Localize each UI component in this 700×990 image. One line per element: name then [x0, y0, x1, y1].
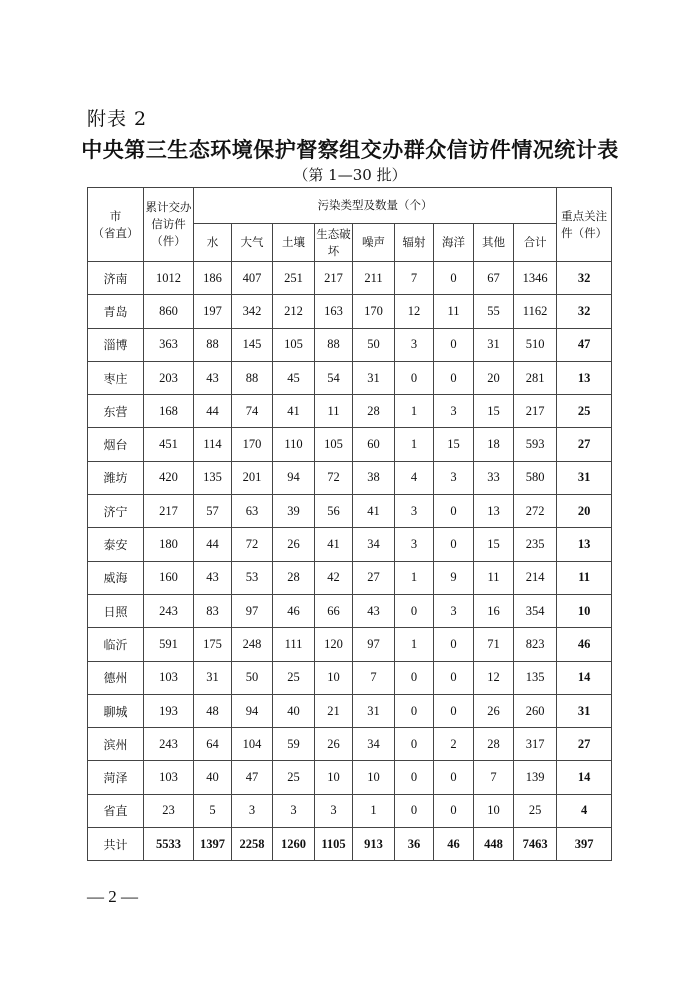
- value-cell: 88: [315, 328, 353, 361]
- value-cell: 15: [474, 395, 514, 428]
- city-cell: 潍坊: [88, 461, 144, 494]
- cumulative-cell: 363: [144, 328, 194, 361]
- value-cell: 211: [353, 262, 395, 295]
- header-pollution-type: 水: [194, 224, 232, 262]
- table-row: [88, 295, 612, 328]
- value-cell: 44: [194, 395, 232, 428]
- header-pollution-type: 其他: [474, 224, 514, 262]
- key-focus-cell: 10: [557, 594, 612, 627]
- value-cell: 12: [395, 295, 434, 328]
- value-cell: 105: [273, 328, 315, 361]
- cumulative-cell: 420: [144, 461, 194, 494]
- value-cell: 3: [232, 794, 273, 827]
- value-cell: 0: [434, 794, 474, 827]
- value-cell: 145: [232, 328, 273, 361]
- value-cell: 97: [232, 594, 273, 627]
- value-cell: 120: [315, 628, 353, 661]
- value-cell: 20: [474, 361, 514, 394]
- value-cell: 1105: [315, 828, 353, 861]
- value-cell: 46: [273, 594, 315, 627]
- value-cell: 43: [353, 594, 395, 627]
- city-cell: 烟台: [88, 428, 144, 461]
- value-cell: 170: [353, 295, 395, 328]
- key-focus-cell: 31: [557, 461, 612, 494]
- value-cell: 1: [395, 395, 434, 428]
- header-row-1: [88, 188, 612, 224]
- value-cell: 31: [353, 694, 395, 727]
- value-cell: 97: [353, 628, 395, 661]
- value-cell: 1260: [273, 828, 315, 861]
- key-focus-cell: 32: [557, 295, 612, 328]
- value-cell: 2258: [232, 828, 273, 861]
- value-cell: 4: [395, 461, 434, 494]
- cumulative-cell: 168: [144, 395, 194, 428]
- table-row: [88, 661, 612, 694]
- value-cell: 235: [514, 528, 557, 561]
- value-cell: 25: [273, 661, 315, 694]
- cumulative-cell: 243: [144, 594, 194, 627]
- value-cell: 448: [474, 828, 514, 861]
- value-cell: 31: [474, 328, 514, 361]
- value-cell: 1346: [514, 262, 557, 295]
- key-focus-cell: 25: [557, 395, 612, 428]
- value-cell: 28: [273, 561, 315, 594]
- table-row: [88, 561, 612, 594]
- value-cell: 11: [434, 295, 474, 328]
- city-cell: 日照: [88, 594, 144, 627]
- header-key-focus-label: 重点关注件（件）: [561, 208, 608, 240]
- value-cell: 0: [434, 761, 474, 794]
- value-cell: 47: [232, 761, 273, 794]
- value-cell: 913: [353, 828, 395, 861]
- value-cell: 41: [353, 495, 395, 528]
- value-cell: 50: [232, 661, 273, 694]
- value-cell: 41: [273, 395, 315, 428]
- value-cell: 175: [194, 628, 232, 661]
- city-cell: 济南: [88, 262, 144, 295]
- value-cell: 163: [315, 295, 353, 328]
- value-cell: 104: [232, 728, 273, 761]
- value-cell: 186: [194, 262, 232, 295]
- value-cell: 26: [474, 694, 514, 727]
- header-pollution-type: 辐射: [395, 224, 434, 262]
- value-cell: 170: [232, 428, 273, 461]
- value-cell: 57: [194, 495, 232, 528]
- value-cell: 83: [194, 594, 232, 627]
- value-cell: 212: [273, 295, 315, 328]
- city-cell: 共计: [88, 828, 144, 861]
- value-cell: 71: [474, 628, 514, 661]
- value-cell: 111: [273, 628, 315, 661]
- header-city-label: 市 （省直）: [92, 208, 139, 240]
- key-focus-cell: 20: [557, 495, 612, 528]
- table-row: [88, 262, 612, 295]
- value-cell: 281: [514, 361, 557, 394]
- value-cell: 3: [395, 495, 434, 528]
- value-cell: 28: [474, 728, 514, 761]
- table-row: [88, 328, 612, 361]
- value-cell: 407: [232, 262, 273, 295]
- header-pollution-type: 合计: [514, 224, 557, 262]
- cumulative-cell: 103: [144, 661, 194, 694]
- value-cell: 7: [395, 262, 434, 295]
- key-focus-cell: 11: [557, 561, 612, 594]
- value-cell: 55: [474, 295, 514, 328]
- header-pollution-type: 土壤: [273, 224, 315, 262]
- city-cell: 菏泽: [88, 761, 144, 794]
- value-cell: 3: [273, 794, 315, 827]
- city-cell: 滨州: [88, 728, 144, 761]
- value-cell: 354: [514, 594, 557, 627]
- value-cell: 580: [514, 461, 557, 494]
- value-cell: 1: [395, 561, 434, 594]
- key-focus-cell: 14: [557, 661, 612, 694]
- value-cell: 50: [353, 328, 395, 361]
- city-cell: 威海: [88, 561, 144, 594]
- header-city: [88, 188, 144, 262]
- value-cell: 9: [434, 561, 474, 594]
- table-row: [88, 495, 612, 528]
- value-cell: 3: [434, 395, 474, 428]
- value-cell: 10: [474, 794, 514, 827]
- table-row: [88, 761, 612, 794]
- city-cell: 枣庄: [88, 361, 144, 394]
- value-cell: 0: [434, 528, 474, 561]
- value-cell: 10: [315, 761, 353, 794]
- header-cumulative-label: 累计交办信访件（件）: [145, 200, 192, 248]
- value-cell: 16: [474, 594, 514, 627]
- value-cell: 2: [434, 728, 474, 761]
- cumulative-cell: 243: [144, 728, 194, 761]
- value-cell: 88: [232, 361, 273, 394]
- table-row: [88, 528, 612, 561]
- value-cell: 0: [434, 328, 474, 361]
- value-cell: 27: [353, 561, 395, 594]
- document-subtitle: （第 1—30 批）: [293, 166, 407, 184]
- value-cell: 1: [395, 628, 434, 661]
- value-cell: 28: [353, 395, 395, 428]
- key-focus-cell: 32: [557, 262, 612, 295]
- value-cell: 593: [514, 428, 557, 461]
- value-cell: 15: [434, 428, 474, 461]
- value-cell: 0: [395, 728, 434, 761]
- value-cell: 54: [315, 361, 353, 394]
- value-cell: 41: [315, 528, 353, 561]
- value-cell: 45: [273, 361, 315, 394]
- value-cell: 1162: [514, 295, 557, 328]
- city-cell: 临沂: [88, 628, 144, 661]
- value-cell: 823: [514, 628, 557, 661]
- table-body: [88, 262, 612, 861]
- value-cell: 48: [194, 694, 232, 727]
- value-cell: 0: [434, 495, 474, 528]
- value-cell: 0: [395, 594, 434, 627]
- cumulative-cell: 1012: [144, 262, 194, 295]
- cumulative-cell: 217: [144, 495, 194, 528]
- value-cell: 40: [194, 761, 232, 794]
- value-cell: 0: [395, 661, 434, 694]
- cumulative-cell: 5533: [144, 828, 194, 861]
- key-focus-cell: 27: [557, 428, 612, 461]
- value-cell: 11: [474, 561, 514, 594]
- value-cell: 39: [273, 495, 315, 528]
- value-cell: 251: [273, 262, 315, 295]
- header-cumulative: [144, 188, 194, 262]
- key-focus-cell: 13: [557, 361, 612, 394]
- value-cell: 201: [232, 461, 273, 494]
- value-cell: 53: [232, 561, 273, 594]
- value-cell: 13: [474, 495, 514, 528]
- value-cell: 43: [194, 561, 232, 594]
- value-cell: 67: [474, 262, 514, 295]
- city-cell: 德州: [88, 661, 144, 694]
- value-cell: 7: [353, 661, 395, 694]
- value-cell: 25: [273, 761, 315, 794]
- value-cell: 34: [353, 728, 395, 761]
- value-cell: 38: [353, 461, 395, 494]
- value-cell: 0: [434, 628, 474, 661]
- appendix-label: 附表 2: [87, 108, 148, 130]
- key-focus-cell: 397: [557, 828, 612, 861]
- table-row: [88, 461, 612, 494]
- value-cell: 26: [273, 528, 315, 561]
- table-row: [88, 794, 612, 827]
- table-row: [88, 395, 612, 428]
- table-row: [88, 361, 612, 394]
- value-cell: 64: [194, 728, 232, 761]
- value-cell: 46: [434, 828, 474, 861]
- value-cell: 63: [232, 495, 273, 528]
- value-cell: 7463: [514, 828, 557, 861]
- value-cell: 139: [514, 761, 557, 794]
- cumulative-cell: 180: [144, 528, 194, 561]
- value-cell: 72: [315, 461, 353, 494]
- value-cell: 94: [273, 461, 315, 494]
- city-cell: 青岛: [88, 295, 144, 328]
- value-cell: 26: [315, 728, 353, 761]
- value-cell: 10: [353, 761, 395, 794]
- key-focus-cell: 46: [557, 628, 612, 661]
- header-key-focus: [557, 188, 612, 262]
- cumulative-cell: 193: [144, 694, 194, 727]
- cumulative-cell: 591: [144, 628, 194, 661]
- key-focus-cell: 31: [557, 694, 612, 727]
- page-number: — 2 —: [87, 887, 138, 906]
- header-pollution-group-label: 污染类型及数量（个）: [317, 198, 433, 212]
- value-cell: 197: [194, 295, 232, 328]
- value-cell: 0: [395, 794, 434, 827]
- total-row: [88, 828, 612, 861]
- value-cell: 110: [273, 428, 315, 461]
- cumulative-cell: 23: [144, 794, 194, 827]
- value-cell: 56: [315, 495, 353, 528]
- value-cell: 3: [434, 594, 474, 627]
- city-cell: 济宁: [88, 495, 144, 528]
- cumulative-cell: 103: [144, 761, 194, 794]
- table-row: [88, 728, 612, 761]
- table-row: [88, 628, 612, 661]
- value-cell: 0: [434, 694, 474, 727]
- city-cell: 省直: [88, 794, 144, 827]
- city-cell: 泰安: [88, 528, 144, 561]
- key-focus-cell: 13: [557, 528, 612, 561]
- value-cell: 248: [232, 628, 273, 661]
- value-cell: 217: [514, 395, 557, 428]
- key-focus-cell: 27: [557, 728, 612, 761]
- value-cell: 36: [395, 828, 434, 861]
- value-cell: 43: [194, 361, 232, 394]
- value-cell: 114: [194, 428, 232, 461]
- value-cell: 214: [514, 561, 557, 594]
- value-cell: 12: [474, 661, 514, 694]
- value-cell: 0: [434, 361, 474, 394]
- header-pollution-type: 海洋: [434, 224, 474, 262]
- value-cell: 60: [353, 428, 395, 461]
- value-cell: 3: [395, 328, 434, 361]
- value-cell: 3: [434, 461, 474, 494]
- value-cell: 10: [315, 661, 353, 694]
- table-row: [88, 694, 612, 727]
- header-pollution-group: [194, 188, 557, 224]
- value-cell: 31: [353, 361, 395, 394]
- value-cell: 0: [395, 694, 434, 727]
- city-cell: 淄博: [88, 328, 144, 361]
- document-title: 中央第三生态环境保护督察组交办群众信访件情况统计表: [81, 137, 619, 162]
- value-cell: 3: [395, 528, 434, 561]
- value-cell: 40: [273, 694, 315, 727]
- value-cell: 7: [474, 761, 514, 794]
- value-cell: 1: [395, 428, 434, 461]
- value-cell: 1: [353, 794, 395, 827]
- value-cell: 34: [353, 528, 395, 561]
- value-cell: 11: [315, 395, 353, 428]
- value-cell: 0: [434, 262, 474, 295]
- cumulative-cell: 203: [144, 361, 194, 394]
- value-cell: 42: [315, 561, 353, 594]
- value-cell: 1397: [194, 828, 232, 861]
- value-cell: 72: [232, 528, 273, 561]
- cumulative-cell: 160: [144, 561, 194, 594]
- city-cell: 东营: [88, 395, 144, 428]
- value-cell: 342: [232, 295, 273, 328]
- value-cell: 217: [315, 262, 353, 295]
- table-row: [88, 594, 612, 627]
- value-cell: 317: [514, 728, 557, 761]
- value-cell: 272: [514, 495, 557, 528]
- value-cell: 33: [474, 461, 514, 494]
- cumulative-cell: 860: [144, 295, 194, 328]
- value-cell: 3: [315, 794, 353, 827]
- city-cell: 聊城: [88, 694, 144, 727]
- value-cell: 31: [194, 661, 232, 694]
- value-cell: 0: [395, 361, 434, 394]
- header-pollution-type: 生态破坏: [315, 224, 353, 262]
- value-cell: 260: [514, 694, 557, 727]
- value-cell: 94: [232, 694, 273, 727]
- value-cell: 105: [315, 428, 353, 461]
- cumulative-cell: 451: [144, 428, 194, 461]
- value-cell: 59: [273, 728, 315, 761]
- key-focus-cell: 4: [557, 794, 612, 827]
- statistics-table: [87, 187, 612, 861]
- key-focus-cell: 47: [557, 328, 612, 361]
- value-cell: 66: [315, 594, 353, 627]
- key-focus-cell: 14: [557, 761, 612, 794]
- value-cell: 74: [232, 395, 273, 428]
- value-cell: 510: [514, 328, 557, 361]
- value-cell: 88: [194, 328, 232, 361]
- value-cell: 21: [315, 694, 353, 727]
- value-cell: 135: [194, 461, 232, 494]
- header-pollution-type: 噪声: [353, 224, 395, 262]
- value-cell: 44: [194, 528, 232, 561]
- value-cell: 18: [474, 428, 514, 461]
- value-cell: 15: [474, 528, 514, 561]
- value-cell: 135: [514, 661, 557, 694]
- table-row: [88, 428, 612, 461]
- value-cell: 0: [434, 661, 474, 694]
- value-cell: 5: [194, 794, 232, 827]
- value-cell: 25: [514, 794, 557, 827]
- value-cell: 0: [395, 761, 434, 794]
- header-pollution-type: 大气: [232, 224, 273, 262]
